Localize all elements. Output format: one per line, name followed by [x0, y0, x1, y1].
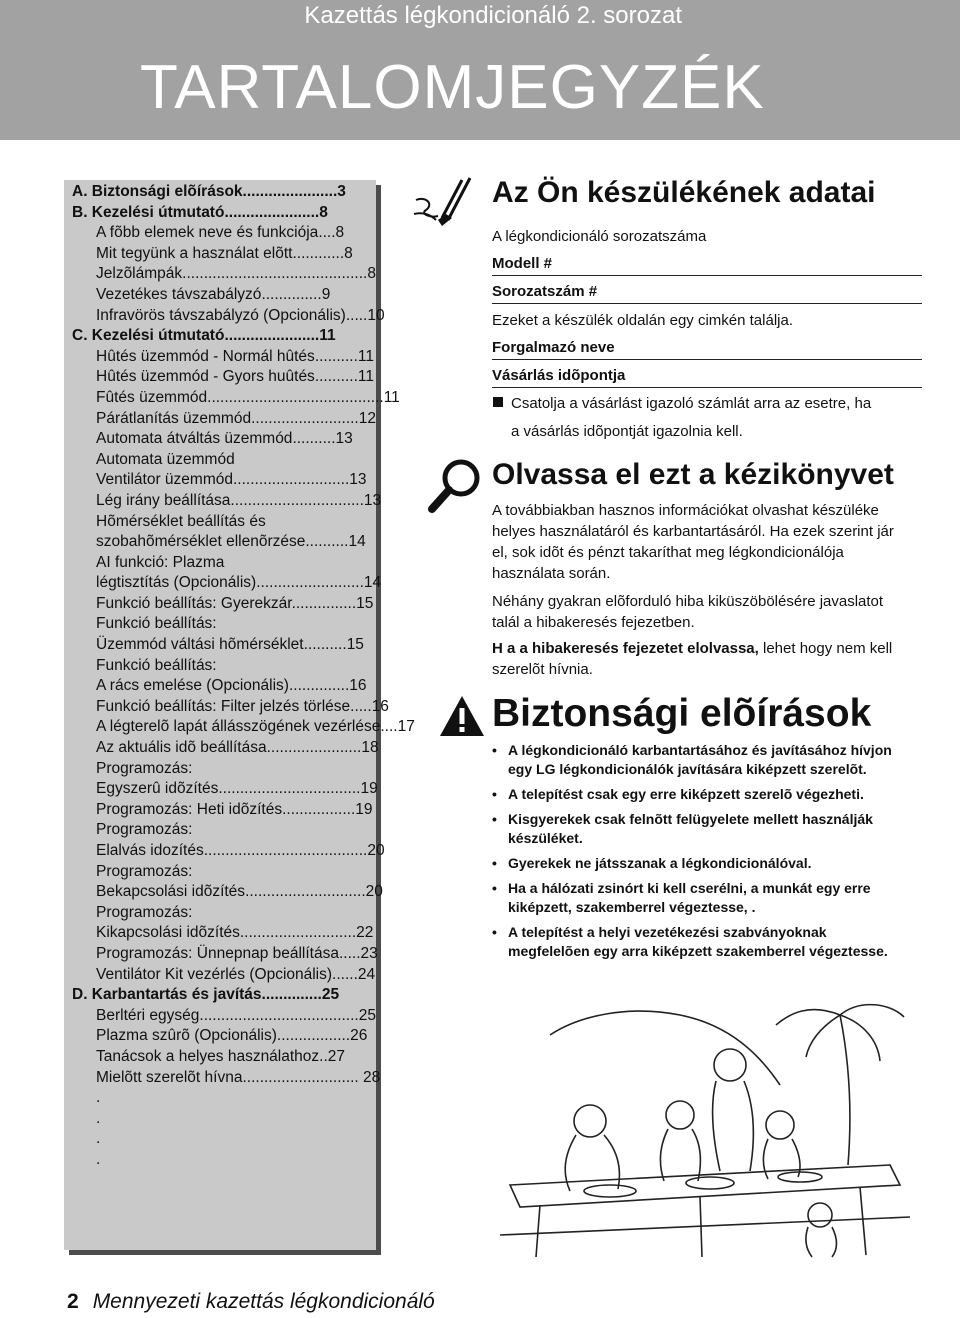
toc-entry-title: D. Karbantartás és javítás: [72, 986, 262, 1004]
toc-entry-page: 20: [365, 883, 383, 901]
serial-field: Sorozatszám #: [492, 283, 922, 304]
toc-section: [64, 182, 376, 203]
toc-entry-line: [96, 635, 364, 656]
toc-entry-dots: ............: [292, 244, 345, 262]
dealer-field: Forgalmazó neve: [492, 339, 922, 360]
read-manual-title: Olvassa el ezt a kézikönyvet: [492, 458, 894, 491]
toc-entry: [64, 800, 376, 821]
toc-entry-line: [96, 882, 383, 903]
toc-entry: [64, 306, 385, 327]
toc-entry-dots: .....: [350, 697, 372, 715]
toc-entry-title: Programozás:: [96, 759, 193, 777]
toc-entry: [64, 347, 376, 368]
toc-entry-line: [96, 573, 381, 594]
purchase-date-field: Vásárlás idõpontja: [492, 367, 922, 388]
toc-entry-line: [96, 862, 192, 883]
toc-entry: [64, 367, 376, 388]
toc-entry-line: [96, 470, 367, 491]
toc-entry: [64, 409, 376, 430]
safety-bullet: • A telepítést a helyi vezetékezési szabványoknak megfelelõen egy arra kiképzett szakemberrel végeztesse.: [498, 923, 898, 961]
toc-entry: [64, 470, 376, 491]
toc-entry-title: Bekapcsolási idõzítés: [96, 883, 246, 901]
toc-entry-line: [96, 532, 366, 553]
toc-entry-dots: .................: [282, 800, 356, 818]
toc-entry-page: 24: [357, 965, 376, 983]
toc-entry-page: 15: [356, 594, 374, 612]
toc-entry: [64, 614, 376, 635]
safety-title: Biztonsági elõírások: [492, 692, 872, 735]
toc-entry: [64, 1026, 376, 1047]
toc-entry-dots: ..........: [305, 533, 349, 551]
receipt-note-2: a vásárlás idõpontját igazolnia kell.: [511, 423, 743, 440]
toc-entry: [64, 841, 385, 862]
toc-entry-line: [96, 820, 192, 841]
toc-entry-title: Programozás:: [96, 903, 193, 921]
toc-entry-dots: ...........................................: [182, 265, 368, 283]
series-title: Kazettás légkondicionáló 2. sorozat: [304, 2, 682, 29]
safety-bullet: • Ha a hálózati zsinórt ki kell cserélni, a munkát egy erre kiképzett, szakemberrel végeztesse, .: [498, 879, 898, 917]
toc-entry-page: 14: [363, 574, 382, 592]
toc-entry: [64, 1068, 381, 1089]
toc-entry-line: [96, 512, 266, 533]
toc-entry: [64, 635, 376, 656]
toc-entry: [64, 553, 376, 574]
toc-section: [64, 326, 376, 347]
toc-entry-title: Párátlanítás üzemmód: [96, 409, 252, 427]
warning-icon: [438, 694, 486, 738]
toc-entry: [64, 738, 379, 759]
safety-bullet: • A légkondicionáló karbantartásához és javításához hívjon egy LG légkondicionálók javítására kiképzett szerelõt.: [498, 741, 898, 779]
toc-entry-title: Programozás: Heti idõzítés: [96, 800, 283, 818]
toc-entry-title: Funkció beállítás: Filter jelzés törlése: [96, 697, 351, 715]
toc-entry-page: 8: [319, 203, 328, 221]
toc-entry-line: [96, 1026, 367, 1047]
toc-entry-page: 8: [344, 244, 353, 262]
toc-entry-page: 16: [371, 697, 389, 715]
toc-entry: [64, 388, 400, 409]
footer-text: Mennyezeti kazettás légkondicionáló: [92, 1290, 435, 1313]
toc-entry: [64, 923, 376, 944]
toc-entry-dots: ..............: [261, 986, 322, 1004]
toc-entry-page: 15: [346, 636, 364, 654]
toc-entry-line: [96, 656, 217, 677]
toc-entry-line: [96, 306, 385, 327]
toc-entry-page: 25: [321, 986, 340, 1004]
toc-entry-dots: ...........................: [233, 471, 350, 489]
toc-entry: [64, 1129, 376, 1150]
toc-entry-title: légtisztítás (Opcionális): [96, 574, 257, 592]
toc-entry-dots: ..............: [288, 677, 350, 695]
toc-entry-title: A. Biztonsági elõírások: [72, 183, 243, 200]
toc-entry-title: Lég irány beállítása: [96, 491, 231, 509]
page-title: TARTALOMJEGYZÉK: [140, 53, 765, 122]
toc-entry-dots: ....: [318, 224, 336, 242]
toc-entry-dots: ............................: [245, 883, 366, 901]
toc-entry-line: [96, 1109, 100, 1130]
square-bullet: [493, 397, 503, 407]
toc-entry-title: Programozás:: [96, 862, 193, 880]
toc-entry-line: [96, 1068, 380, 1089]
toc-entry-dots: ....: [380, 718, 398, 736]
toc-entry: [64, 491, 382, 512]
toc-entry-title: Fûtés üzemmód: [96, 388, 208, 406]
toc-entry-title: Funkció beállítás: Gyerekzár: [96, 594, 292, 612]
page-footer: [67, 1290, 435, 1314]
toc-entry-dots: ...............................: [230, 491, 364, 509]
toc-entry-title: A rács emelése (Opcionális): [96, 677, 289, 695]
toc-section: [64, 203, 376, 224]
safety-bullet: • Kisgyerekek csak felnõtt felügyelete mellett használják készüléket.: [498, 810, 898, 848]
toc-entry-line: [96, 800, 373, 821]
toc-entry-title: Vezetékes távszabályzó: [96, 285, 262, 303]
toc-entry: [64, 285, 376, 306]
toc-entry-title: C. Kezelési útmutató: [72, 327, 225, 345]
toc-entry-line: [96, 676, 367, 697]
toc-entry-page: 14: [348, 533, 366, 551]
toc-entry: [64, 1006, 376, 1027]
model-field: Modell #: [492, 255, 922, 276]
toc-entry: [64, 450, 376, 471]
toc-entry-page: 27: [327, 1047, 346, 1065]
device-data-title: Az Ön készülékének adatai: [492, 176, 876, 209]
page-number: 2: [67, 1290, 79, 1313]
toc-entry-dots: ..............: [261, 285, 322, 303]
toc-entry: [64, 944, 376, 965]
toc-entry-line: [96, 1129, 100, 1150]
toc-entry-dots: ...........................: [242, 1068, 359, 1086]
toc-entry-page: 23: [360, 944, 378, 962]
toc-entry-title: Funkció beállítás:: [96, 615, 217, 633]
toc-entry: [64, 820, 376, 841]
read-para-2: Néhány gyakran elõforduló hiba kiküszöbölésére javaslatot talál a hibakeresés fejezetben.: [492, 593, 884, 631]
toc-entry-title: Tanácsok a helyes használathoz: [96, 1047, 320, 1065]
toc-entry-line: [96, 697, 389, 718]
toc-entry-dots: ..: [319, 1047, 328, 1065]
toc-entry: [64, 903, 376, 924]
toc-entry: [64, 882, 383, 903]
toc-entry-title: AI funkció: Plazma: [96, 553, 225, 571]
toc-entry: [64, 676, 376, 697]
toc-entry-page: 28: [358, 1068, 381, 1086]
toc-entry: [64, 1047, 376, 1068]
toc-entry-page: 8: [335, 224, 345, 242]
toc-entry-line: [96, 1047, 345, 1068]
toc-entry: [64, 1150, 376, 1171]
toc-entry: [64, 264, 376, 285]
toc-entry-dots: .....: [345, 306, 368, 324]
toc-entry: [64, 594, 376, 615]
toc-entry-dots: .........................: [251, 409, 359, 427]
toc-entry-page: 17: [397, 718, 415, 736]
toc-entry-line: [96, 347, 374, 368]
toc-section: [64, 985, 376, 1006]
toc-entry-line: [96, 779, 378, 800]
toc-entry-dots: .....................................: [199, 1006, 359, 1024]
toc-entry-title: Hõmérséklet beállítás és: [96, 512, 266, 530]
toc-entry-line: [72, 182, 346, 203]
read-para-3: [492, 638, 912, 680]
toc-entry-title: Berltéri egység: [96, 1006, 200, 1024]
toc-entry-page: 18: [361, 739, 379, 757]
toc-entry-line: [96, 223, 344, 244]
toc-entry-page: 11: [383, 388, 400, 406]
toc-entry-dots: ..........: [314, 368, 358, 386]
toc-entry-title: Ventilátor üzemmód: [96, 471, 233, 489]
toc-entry: [64, 512, 376, 533]
toc-entry-line: [96, 738, 379, 759]
toc-entry-title: Hûtés üzemmód - Normál hûtés: [96, 347, 315, 365]
toc-entry: [64, 717, 415, 738]
toc-entry-page: 13: [349, 471, 367, 489]
safety-bullets: [492, 741, 898, 967]
toc-entry: [64, 1088, 376, 1109]
toc-entry-line: [96, 285, 330, 306]
toc-entry-title: Programozás:: [96, 821, 193, 839]
toc-entry-line: [96, 367, 374, 388]
toc-entry: [64, 862, 376, 883]
toc-entry-title: Automata átváltás üzemmód: [96, 430, 293, 448]
toc-entry-line: [96, 594, 373, 615]
toc-entry: [64, 965, 376, 986]
toc-entry-line: [96, 388, 400, 409]
toc-entry-title: Üzemmód váltási hõmérséklet: [96, 636, 304, 654]
toc-entry-title: Jelzõlámpák: [96, 265, 183, 283]
toc-entry-dots: ..........: [292, 430, 336, 448]
picnic-illustration: [480, 995, 920, 1265]
toc-entry-page: 8: [367, 265, 376, 283]
toc-entry-dots: ......................: [266, 739, 362, 757]
toc-entry: [64, 1109, 376, 1130]
toc-entry-line: [96, 841, 385, 862]
toc-entry-title: A fõbb elemek neve és funkciója: [96, 224, 319, 242]
toc-entry-page: 20: [367, 842, 385, 859]
toc-entry-dots: ......: [332, 965, 358, 983]
toc-entry-dots: ......................: [224, 327, 320, 345]
toc-entry-title: B. Kezelési útmutató: [72, 203, 225, 221]
toc-entry-page: 26: [350, 1027, 368, 1045]
toc-entry-dots: ......................: [224, 203, 320, 221]
toc-entry-title: .: [96, 1109, 101, 1127]
toc-entry-line: [96, 409, 376, 430]
toc-entry-title: Automata üzemmód: [96, 450, 235, 468]
pen-icon: [412, 174, 476, 232]
toc-entry-page: 13: [335, 430, 353, 448]
toc-entry-dots: ...............: [291, 594, 357, 612]
read-para-3-rest: lehet hogy nem kell szerelõt hívnia.: [492, 640, 893, 678]
toc-entry-title: Funkció beállítás:: [96, 656, 217, 674]
toc-entry-line: [96, 944, 378, 965]
toc-entry-line: [96, 903, 192, 924]
toc-entry-line: [96, 717, 415, 738]
toc-entry-line: [96, 244, 353, 265]
toc-entry: [64, 656, 376, 677]
toc-entry-dots: .........................: [256, 574, 364, 592]
toc-entry-line: [96, 553, 224, 574]
toc-entry-page: 11: [357, 347, 374, 365]
toc-entry-line: [72, 985, 339, 1006]
toc-entry-title: .: [96, 1089, 101, 1107]
toc-entry-line: [96, 965, 375, 986]
toc-entry-title: szobahõmérséklet ellenõrzése: [96, 533, 306, 551]
toc-entry: [64, 779, 376, 800]
toc-entry-dots: .................................: [218, 780, 361, 798]
toc-entry-page: 25: [358, 1006, 376, 1024]
toc-entry: [64, 573, 382, 594]
toc-entry-page: 19: [360, 780, 378, 798]
table-of-contents: [64, 182, 415, 1171]
toc-entry-title: Ventilátor Kit vezérlés (Opcionális): [96, 965, 333, 983]
toc-entry-title: Az aktuális idõ beállítása: [96, 739, 267, 757]
toc-entry-page: 22: [356, 924, 374, 942]
toc-entry-line: [96, 923, 373, 944]
toc-entry-dots: ...........................: [239, 924, 357, 942]
toc-entry-page: 3: [337, 183, 346, 200]
toc-entry-page: 11: [357, 368, 374, 386]
magnifier-icon: [426, 456, 484, 516]
toc-entry-line: [72, 326, 336, 347]
toc-entry-page: 12: [358, 409, 376, 427]
toc-entry-title: Egyszerû idõzítés: [96, 780, 219, 798]
toc-entry-dots: .........................................: [207, 388, 384, 406]
toc-entry-line: [96, 429, 353, 450]
toc-entry-title: Programozás: Ünnepnap beállítása: [96, 944, 339, 962]
header-bar: [0, 0, 960, 140]
toc-entry-page: 16: [349, 677, 367, 695]
toc-entry: [64, 532, 376, 553]
toc-entry-line: [96, 1150, 100, 1171]
toc-entry-line: [96, 491, 381, 512]
toc-entry-title: Mit tegyünk a használat elõtt: [96, 244, 293, 262]
toc-entry-line: [96, 1088, 100, 1109]
safety-bullet: • A telepítést csak egy erre kiképzett szerelõ végezheti.: [498, 785, 898, 804]
toc-entry: [64, 759, 376, 780]
serial-subtitle: A légkondicionáló sorozatszáma: [492, 228, 707, 245]
toc-entry-title: .: [96, 1150, 101, 1168]
toc-entry-title: Mielõtt szerelõt hívna: [96, 1068, 243, 1086]
toc-entry-dots: .................: [276, 1027, 351, 1045]
toc-entry-page: 11: [319, 327, 336, 345]
toc-entry-title: Hûtés üzemmód - Gyors huûtés: [96, 368, 315, 386]
toc-entry-line: [96, 450, 235, 471]
toc-entry-page: 13: [363, 491, 382, 509]
toc-entry-line: [96, 264, 376, 285]
toc-entry-title: A légterelõ lapát állásszögének vezérlése: [96, 718, 381, 736]
toc-entry: [64, 244, 376, 265]
toc-entry-line: [72, 203, 328, 224]
toc-entry: [64, 429, 376, 450]
toc-entry-dots: .....: [338, 944, 361, 962]
toc-entry-page: 10: [367, 306, 385, 324]
toc-entry-page: 19: [355, 800, 373, 818]
toc-entry-page: 9: [321, 285, 331, 303]
toc-entry-dots: ..........: [303, 636, 347, 654]
toc-entry-title: Elalvás idozítés: [96, 842, 204, 859]
read-para-3-bold: H a a hibakeresés fejezetet elolvassa,: [492, 640, 759, 657]
read-para-1: A továbbiakban hasznos információkat olvashat készüléke helyes használatáról és karbantartásáról. Ha ezek szerint jár el, sok idõt és pénzt takaríthat meg légkondicionálója használata során.: [492, 502, 894, 582]
toc-entry-dots: ..........: [314, 347, 358, 365]
toc-entry-title: Kikapcsolási idõzítés: [96, 924, 240, 942]
safety-bullet: • Gyerekek ne játsszanak a légkondicionálóval.: [498, 854, 898, 873]
toc-entry: [64, 697, 389, 718]
toc-entry-title: Plazma szûrõ (Opcionális): [96, 1027, 277, 1045]
toc-entry-dots: ......................: [242, 183, 338, 200]
toc-entry-line: [96, 614, 217, 635]
toc-entry-title: .: [96, 1130, 101, 1148]
toc-entry-line: [96, 1006, 376, 1027]
toc-entry-title: Infravörös távszabályzó (Opcionális): [96, 306, 346, 324]
receipt-note-1: Csatolja a vásárlást igazoló számlát arra az esetre, ha: [511, 395, 872, 412]
toc-entry: [64, 223, 376, 244]
toc-entry-dots: ......................................: [203, 842, 368, 859]
toc-entry-line: [96, 759, 192, 780]
label-note: Ezeket a készülék oldalán egy cimkén találja.: [492, 312, 793, 329]
